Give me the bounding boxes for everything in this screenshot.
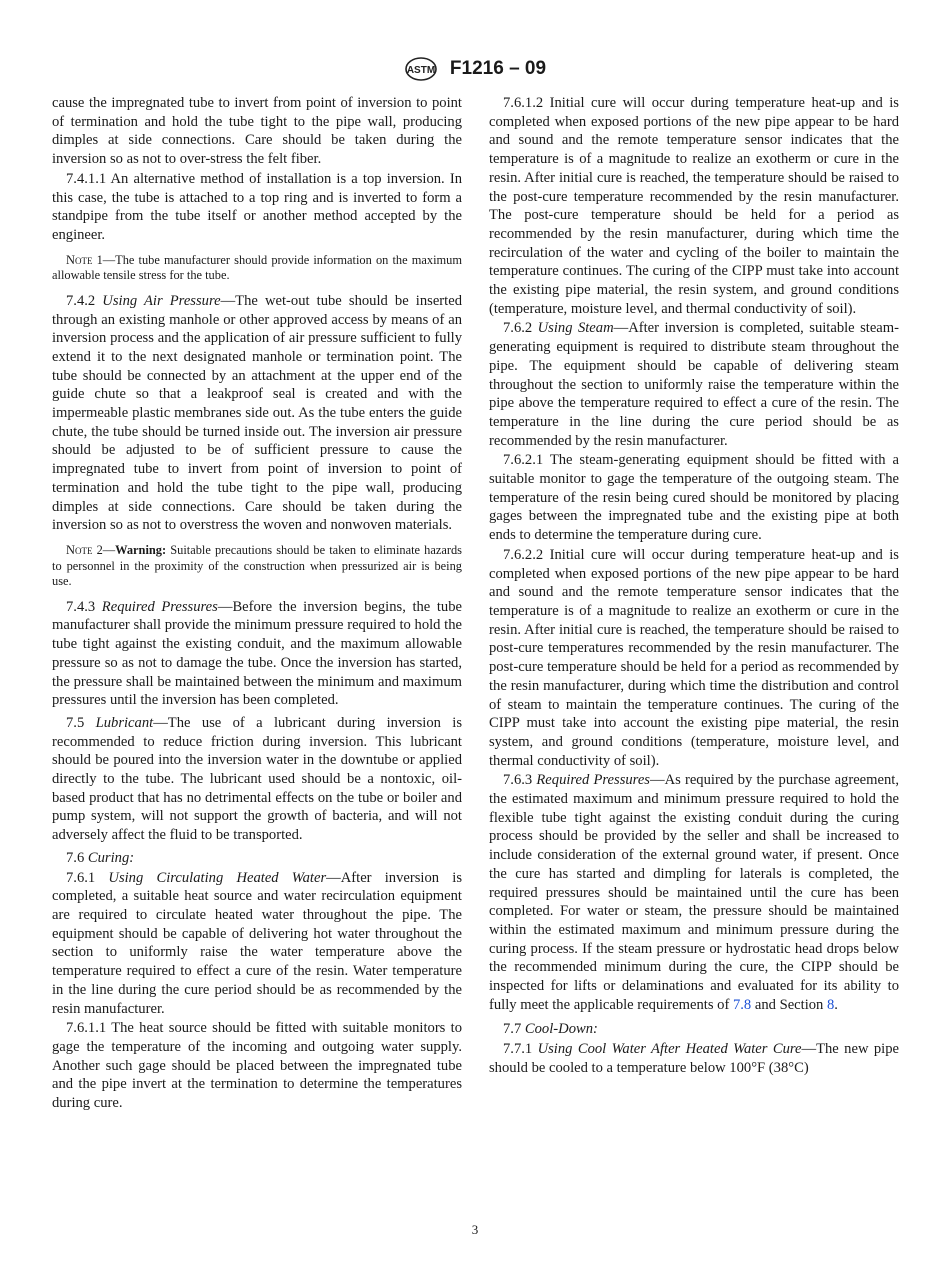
paragraph-7-6-2-2: 7.6.2.2 Initial cure will occur during temperature heat-up and is completed when exposed portions of the new pipe appear to be hard and sound and the remote temperature sensor indicates that the temperature is of a magnitude to realize an exotherm or cure in the resin. After initial cure is reached, the temperature should be raised to post-cure temperatures recommended by the resin manufacturer. The post-cure temperature should be held for a period as recommended by the resin manufacturer, during which time the distribution and control of steam to maintain the temperature continues. The curing of the CIPP must take into account the existing pipe material, the resin system, and ground conditions (temperature, moisture level, and thermal conductivity of soil). [489,546,899,769]
left-column [52,94,462,1114]
astm-logo-icon [404,56,438,82]
paragraph-continuation: cause the impregnated tube to invert from point of inversion to point of termination and hold the tube tight to the pipe wall, producing dimples at side connections. Care should be taken during the inversion so as not to over-stress the felt fiber. [52,95,462,168]
paragraph-7-7-1: 7.7.1 Using Cool Water After Heated Water Cure—The new pipe should be cooled to a temperature below 100°F (38°C) [489,1041,899,1076]
page-header [0,56,950,86]
link-section-8[interactable]: 8 [827,996,835,1013]
paragraph-7-4-2: 7.4.2 Using Air Pressure—The wet-out tube should be inserted through an existing manhole or other approved access by means of an inversion process and the application of air pressure sufficient to fully extend it to the next designated manhole or termination point. The tube should be connected by an attachment at the upper end of the guide chute so that a leakproof seal is created and with the impermeable plastic membranes side out. As the tube enters the guide chute, the tube should be turned inside out. The inversion air pressure should be adjusted to be of sufficient pressure to cause the impregnated tube to invert from point of inversion to point of termination and hold the tube tight to the pipe wall, producing dimples at side connections. Care should be taken during the inversion so as not to overstress the woven and nonwoven materials. [52,292,462,534]
note-1: Note 1—The tube manufacturer should provide information on the maximum allowable tensile stress for the tube. [52,252,462,283]
note-2: Note 2—Warning: Suitable precautions should be taken to eliminate hazards to personnel in the proximity of the construction when pressurized air is being use. [52,542,462,589]
link-section-7-8[interactable]: 7.8 [732,996,752,1013]
paragraph-7-6-2: 7.6.2 Using Steam—After inversion is completed, suitable steam-generating equipment is required to distribute steam throughout the pipe. The equipment should be capable of delivering steam throughout the section to uniformly raise the temperature within the pipe above the temperature required to effect a cure of the resin. The temperature in the line during the cure period should be as recommended by the resin manufacturer. [489,320,899,449]
paragraph-7-4-1-1: 7.4.1.1 An alternative method of installation is a top inversion. In this case, the tube is attached to a top ring and is inverted to form a standpipe from the tube itself or another method accepted by the engineer. [52,170,462,243]
heading-7-7: 7.7 Cool-Down: [503,1021,598,1038]
paragraph-7-6-1: 7.6.1 Using Circulating Heated Water—After inversion is completed, a suitable heat source and water recirculation equipment are required to circulate heated water throughout the pipe. The equipment should be capable of delivering hot water throughout the section to uniformly raise the water temperature above the temperature required to effect a cure of the resin. Water temperature in the line during the cure period should be as recommended by the resin manufacturer. [52,869,462,1017]
paragraph-7-6-2-1: 7.6.2.1 The steam-generating equipment should be fitted with a suitable monitor to gage the temperature of the outgoing steam. The temperature of the resin being cured should be monitored by placing gages between the impregnated tube and the existing pipe at both ends to determine the temperature during cure. [489,452,899,544]
right-column [489,94,899,1079]
paragraph-7-6-1-1: 7.6.1.1 The heat source should be fitted with suitable monitors to gage the temperature of the incoming and outgoing water supply. Another such gage should be placed between the impregnated tube and the pipe invert at the termination to determine the temperatures during cure. [52,1020,463,1112]
paragraph-7-6-3: 7.6.3 Required Pressures—As required by the purchase agreement, the estimated maximum and minimum pressure required to hold the flexible tube tight against the existing conduit during the curing process should be provided by the seller and shall be increased to include consideration of the external ground water, if present. Once the cure has started and dimpling for laterals is completed, the required pressures should be maintained until the cure has been completed. For water or steam, the pressure should be maintained within the estimated maximum and minimum pressure during the curing process. If the steam pressure or hydrostatic head drops below the recommended minimum during the cure, the CIPP should be inspected for lifts or delaminations and evaluated for its ability to fully meet the applicable requirements of 7.8 and Section 8. [489,772,899,1013]
svg-text:ASTM: ASTM [406,65,436,76]
page-number: 3 [471,1222,479,1237]
paragraph-7-6-1-2: 7.6.1.2 Initial cure will occur during temperature heat-up and is completed when exposed portions of the new pipe appear to be hard and sound and the remote temperature sensor indicates that the temperature is of a magnitude to realize an exotherm or cure in the resin. After initial cure is reached, the temperature should be raised to the post-cure temperature recommended by the resin manufacturer. The post-cure temperature should be held for a period as recommended by the resin manufacturer, during which time the recirculation of the water and cycling of the boiler to maintain the temperature continues. The curing of the CIPP must take into account the existing pipe material, the resin system, and ground conditions (temperature, moisture level, and thermal conductivity of soil). [489,95,899,317]
paragraph-7-5: 7.5 Lubricant—The use of a lubricant during inversion is recommended to reduce friction during inversion. This lubricant should be poured into the inversion water in the downtube or applied directly to the tube. The lubricant used should be a nontoxic, oil-based product that has no detrimental effects on the tube or boiler and pump system, will not support the growth of bacteria, and will not adversely affect the fluid to be transported. [52,714,462,844]
standard-designation: F1216 – 09 [449,58,547,79]
heading-7-6: 7.6 Curing: [66,849,135,866]
paragraph-7-4-3: 7.4.3 Required Pressures—Before the inversion begins, the tube manufacturer shall provide the minimum pressure required to hold the tube tight against the existing conduit, and the maximum allowable pressure so as not to damage the tube. Once the inversion has started, the pressure shall be maintained between the minimum and maximum pressures until the inversion has been completed. [52,598,462,709]
